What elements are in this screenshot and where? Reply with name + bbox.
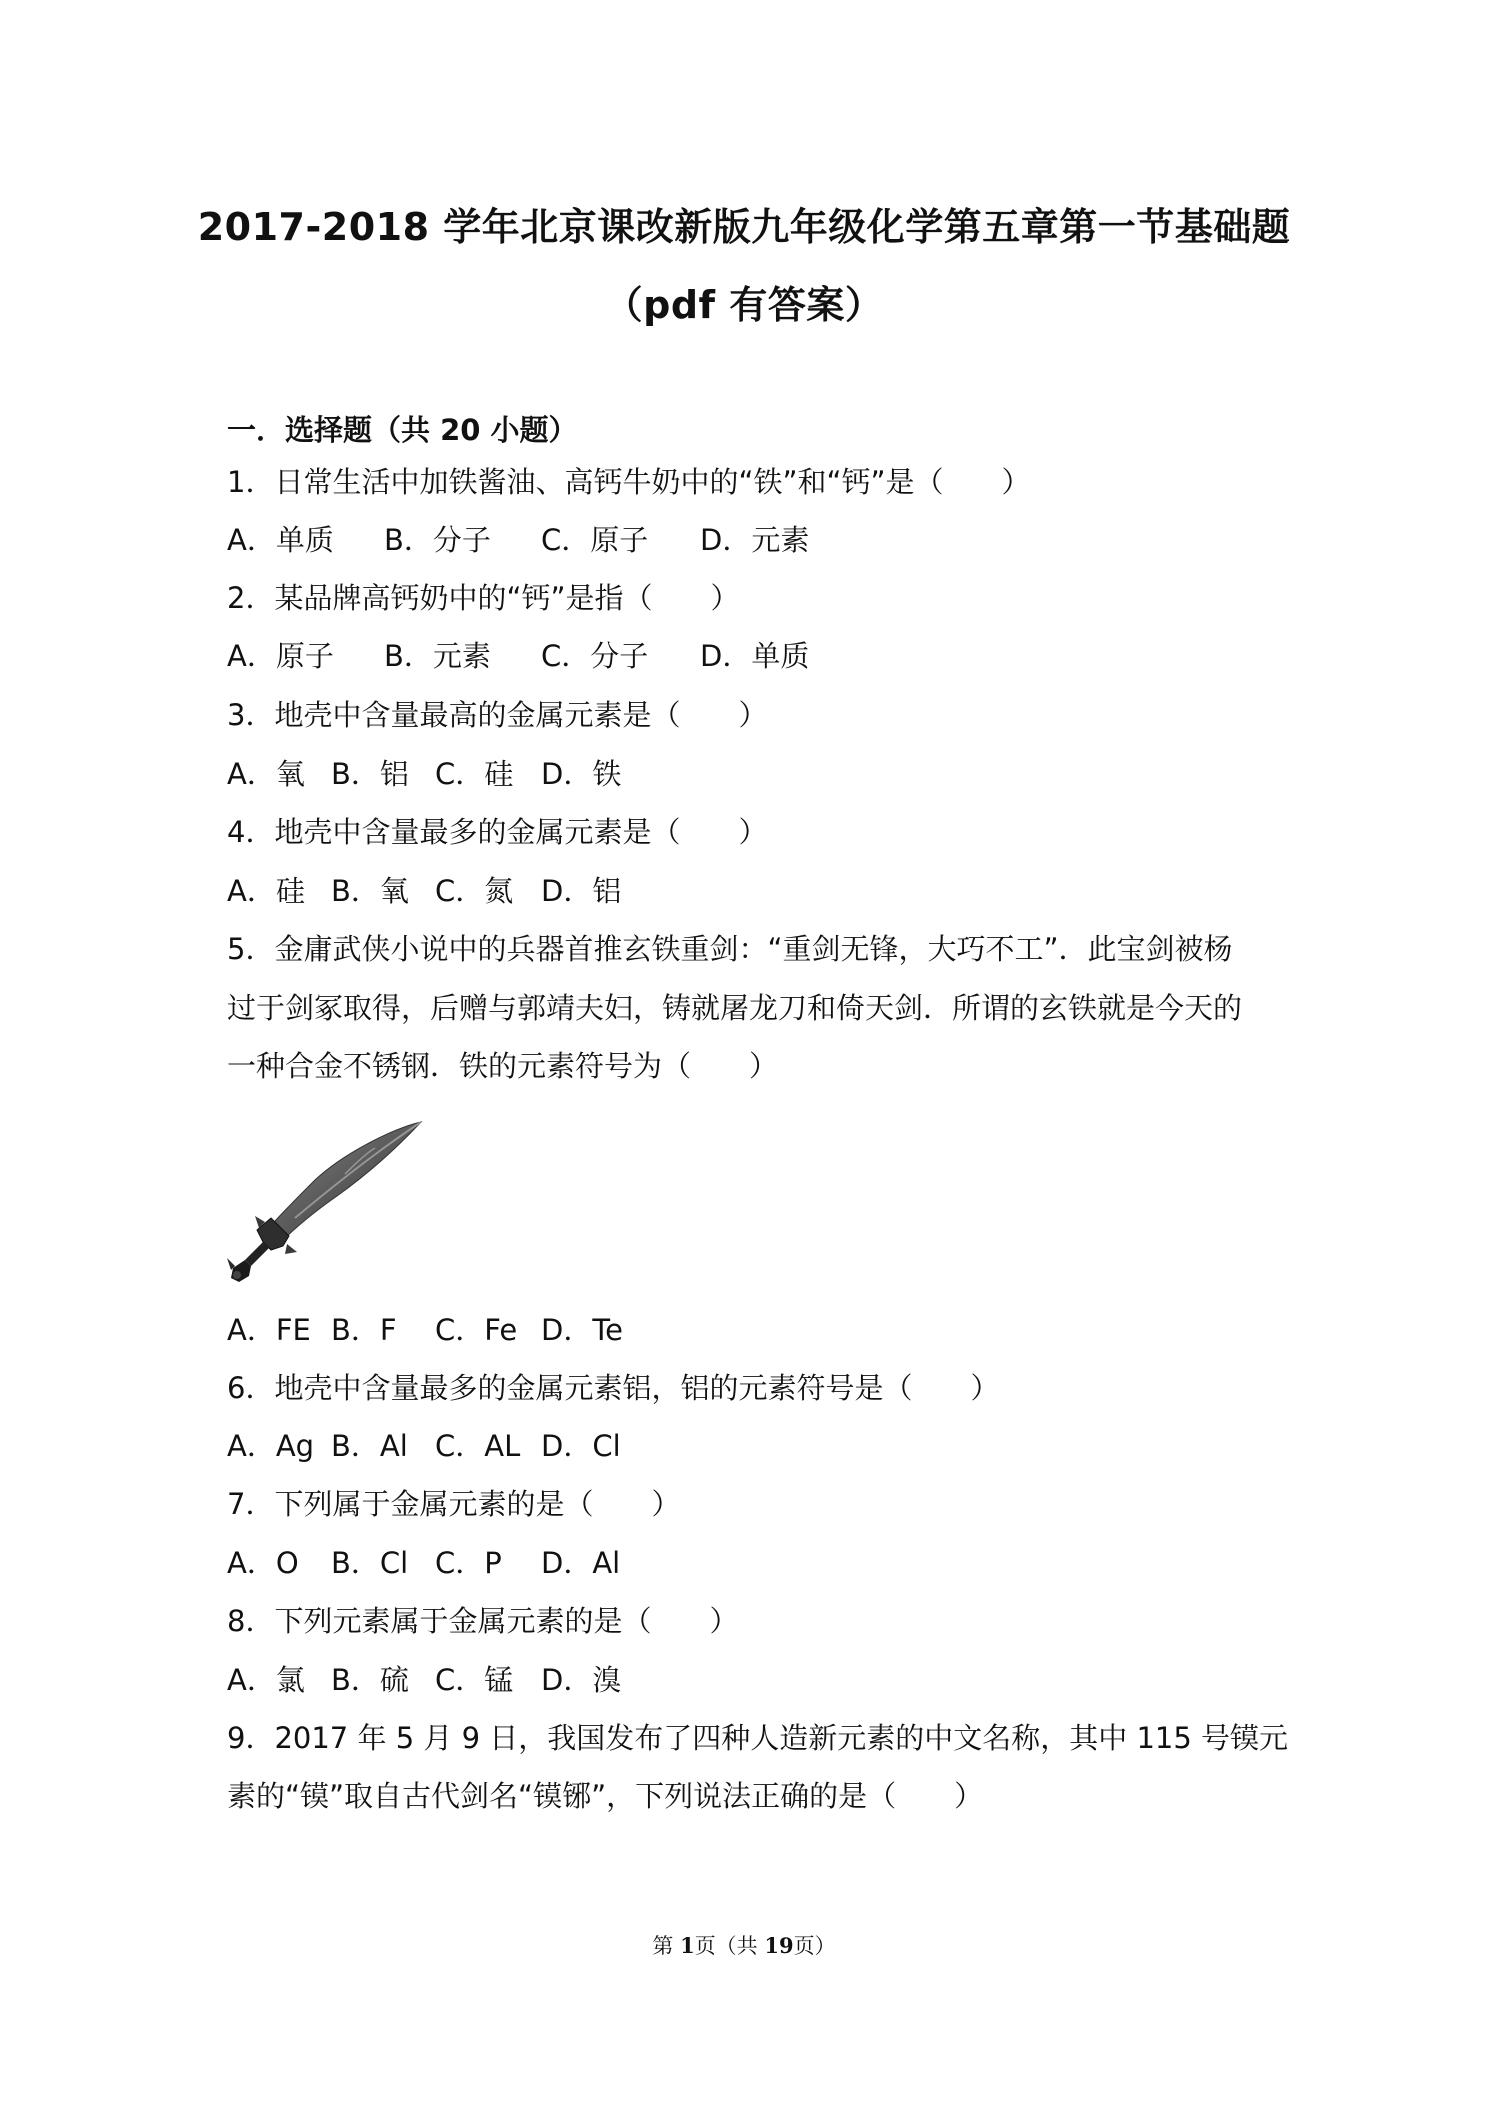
option-c: C．Fe xyxy=(435,1313,518,1347)
question-5-options xyxy=(227,1310,623,1350)
option-a: A．硅 xyxy=(227,874,305,908)
question-3-stem: 3．地壳中含量最高的金属元素是（ ） xyxy=(227,698,768,732)
option-c: C．分子 xyxy=(541,639,649,673)
option-a: A．FE xyxy=(227,1313,311,1347)
option-b: B．Al xyxy=(331,1429,408,1463)
document-title-line1: 2017-2018 学年北京课改新版九年级化学第五章第一节基础题 xyxy=(197,205,1291,249)
option-c: C．原子 xyxy=(541,523,649,557)
option-c: C．硅 xyxy=(435,757,514,791)
footer-prefix: 第 xyxy=(652,1934,681,1958)
option-b: B．F xyxy=(331,1313,397,1347)
question-7-options xyxy=(227,1543,620,1583)
page-footer xyxy=(0,1930,1488,1960)
option-d: D．铝 xyxy=(541,874,622,908)
document-title-line2: （pdf 有答案） xyxy=(604,283,884,327)
footer-total-pages: 19 xyxy=(764,1933,794,1958)
option-d: D．Al xyxy=(541,1546,621,1580)
option-b: B．元素 xyxy=(384,639,491,673)
option-a: A．氯 xyxy=(227,1663,305,1697)
footer-middle: 页（共 xyxy=(694,1934,765,1958)
option-a: A．氧 xyxy=(227,757,305,791)
footer-page-number: 1 xyxy=(680,1933,695,1958)
question-2-options xyxy=(227,636,809,676)
question-8-stem: 8．下列元素属于金属元素的是（ ） xyxy=(227,1604,739,1638)
option-d: D．溴 xyxy=(541,1663,622,1697)
option-b: B．氧 xyxy=(331,874,409,908)
question-9-stem-line1: 9．2017 年 5 月 9 日，我国发布了四种人造新元素的中文名称，其中 115 号镆元 xyxy=(227,1721,1289,1755)
option-d: D．元素 xyxy=(700,523,810,557)
option-a: A．原子 xyxy=(227,639,334,673)
question-5-stem-line1: 5．金庸武侠小说中的兵器首推玄铁重剑：“重剑无锋，大巧不工”．此宝剑被杨 xyxy=(227,932,1233,966)
option-b: B．分子 xyxy=(384,523,491,557)
question-8-options xyxy=(227,1660,621,1700)
option-c: C．氮 xyxy=(435,874,514,908)
question-5-stem-line2: 过于剑冢取得，后赠与郭靖夫妇，铸就屠龙刀和倚天剑．所谓的玄铁就是今天的 xyxy=(227,991,1243,1025)
question-5-stem-line3: 一种合金不锈钢．铁的元素符号为（ ） xyxy=(227,1049,779,1083)
footer-suffix: 页） xyxy=(793,1934,836,1958)
sword-image xyxy=(225,1118,430,1293)
option-c: C．P xyxy=(435,1546,502,1580)
question-6-options xyxy=(227,1426,621,1466)
question-6-stem: 6．地壳中含量最多的金属元素铝，铝的元素符号是（ ） xyxy=(227,1371,1000,1405)
option-d: D．Cl xyxy=(541,1429,621,1463)
question-1-stem: 1．日常生活中加铁酱油、高钙牛奶中的“铁”和“钙”是（ ） xyxy=(227,465,1031,499)
option-d: D．铁 xyxy=(541,757,622,791)
option-b: B．硫 xyxy=(331,1663,409,1697)
question-7-stem: 7．下列属于金属元素的是（ ） xyxy=(227,1487,681,1521)
option-b: B．铝 xyxy=(331,757,409,791)
option-d: D．Te xyxy=(541,1313,623,1347)
option-b: B．Cl xyxy=(331,1546,409,1580)
option-d: D．单质 xyxy=(700,639,810,673)
question-2-stem: 2．某品牌高钙奶中的“钙”是指（ ） xyxy=(227,581,740,615)
question-1-options xyxy=(227,520,809,560)
question-4-stem: 4．地壳中含量最多的金属元素是（ ） xyxy=(227,815,768,849)
question-4-options xyxy=(227,871,621,911)
option-a: A．Ag xyxy=(227,1429,315,1463)
option-c: C．锰 xyxy=(435,1663,514,1697)
option-a: A．O xyxy=(227,1546,299,1580)
section-heading: 一．选择题（共 20 小题） xyxy=(227,413,578,447)
question-9-stem-line2: 素的“镆”取自古代剑名“镆铘”，下列说法正确的是（ ） xyxy=(227,1779,984,1813)
option-a: A．单质 xyxy=(227,523,334,557)
option-c: C．AL xyxy=(435,1429,521,1463)
question-3-options xyxy=(227,754,621,794)
